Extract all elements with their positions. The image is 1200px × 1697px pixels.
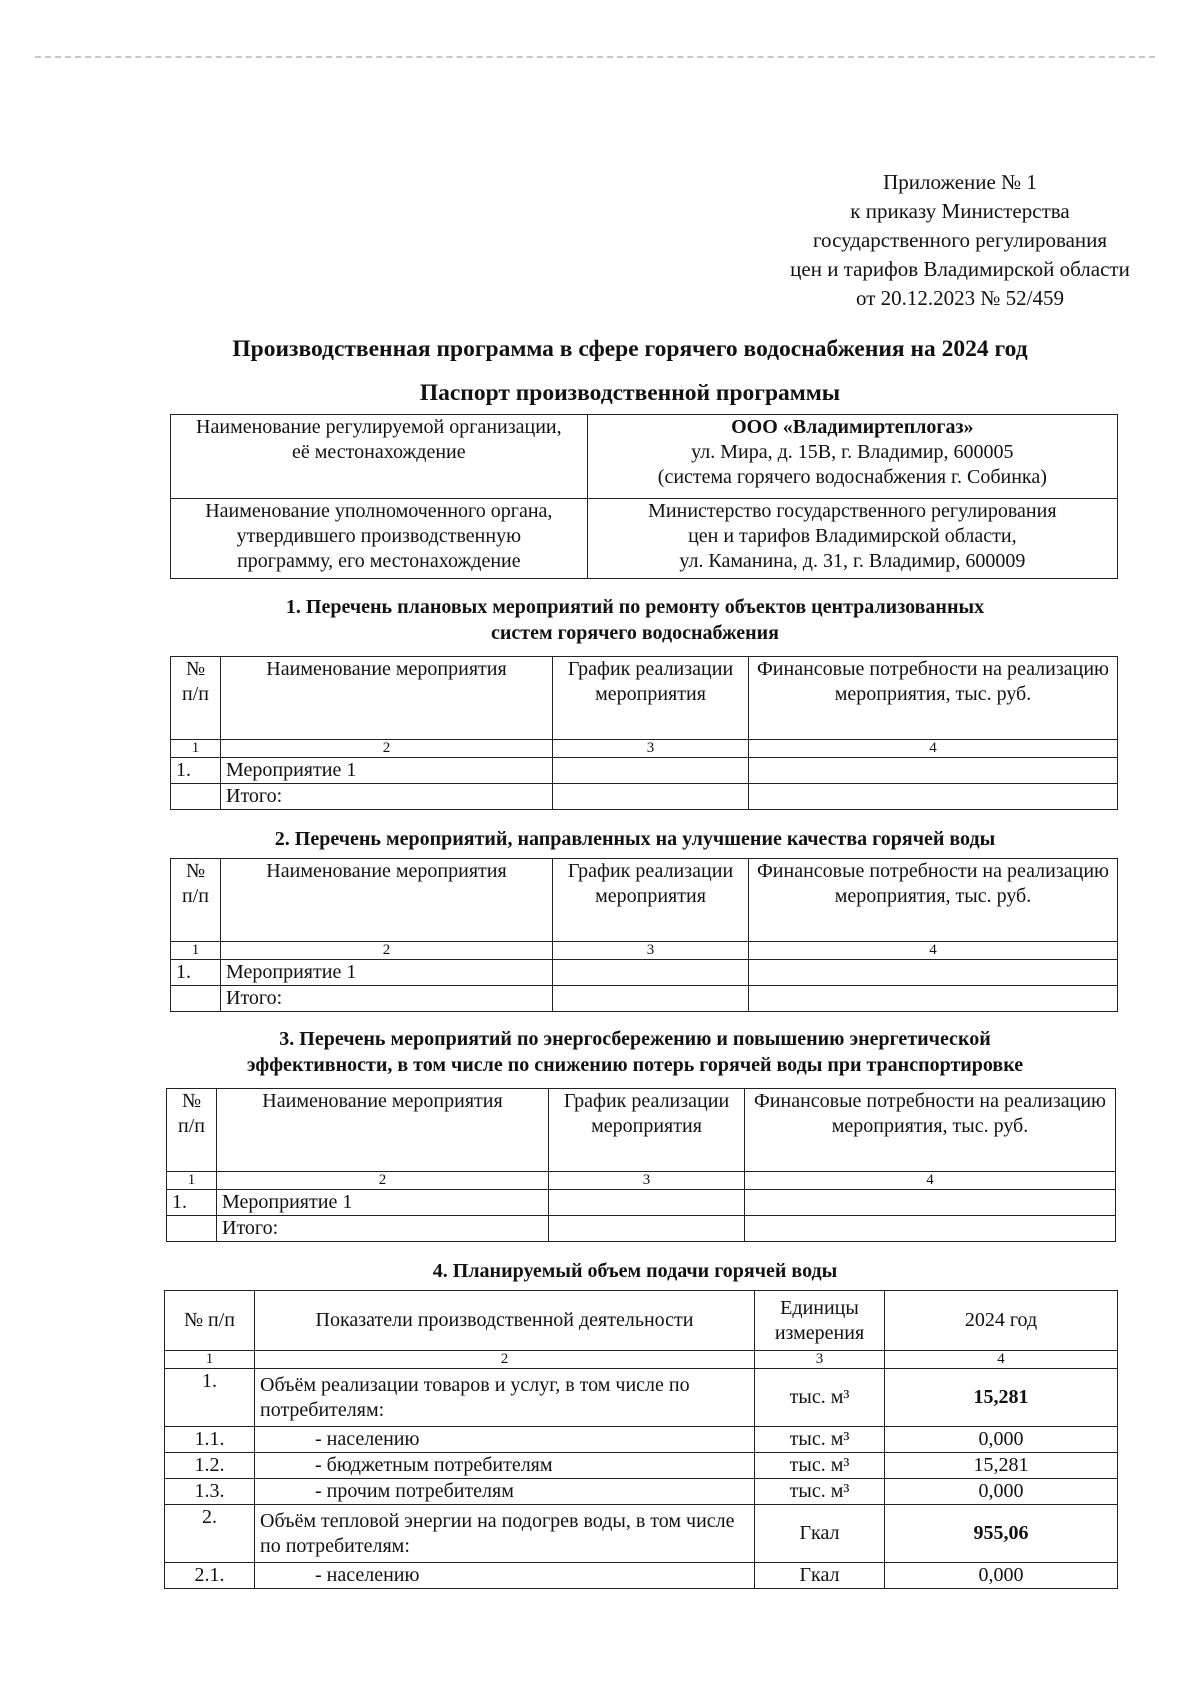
column-number-row: [165, 1351, 1118, 1369]
header-row: [165, 1291, 1118, 1351]
row-number: 2.1.: [165, 1563, 255, 1589]
total-label: Итого:: [221, 986, 553, 1012]
table-row: [165, 1453, 1118, 1479]
passport-value-line: ул. Каманина, д. 31, г. Владимир, 600009: [679, 550, 1026, 572]
col-number: 3: [755, 1351, 885, 1369]
value-cell: 0,000: [885, 1427, 1118, 1453]
col-header: № п/п: [171, 657, 221, 740]
passport-label-cell: [171, 415, 588, 499]
column-number-row: [167, 1172, 1116, 1190]
row-number: 1.: [167, 1190, 217, 1216]
col-header: № п/п: [171, 859, 221, 942]
row-number: 1.: [171, 758, 221, 784]
finance-cell: [749, 784, 1118, 810]
unit-cell: тыс. м³: [755, 1369, 885, 1427]
passport-label-line: Наименование регулируемой организации,: [196, 416, 562, 438]
section-1-table: [170, 656, 1118, 810]
table-row: [165, 1505, 1118, 1563]
section-3-table: [166, 1088, 1116, 1242]
value-cell: 15,281: [885, 1369, 1118, 1427]
col-header: № п/п: [165, 1291, 255, 1351]
volume-table: [164, 1290, 1118, 1589]
col-number: 2: [255, 1351, 755, 1369]
section-1-title: [160, 594, 1110, 646]
indicator-name: - бюджетным потребителям: [255, 1453, 755, 1479]
col-number: 2: [221, 740, 553, 758]
row-number: 1.: [165, 1369, 255, 1427]
table-row: [167, 1216, 1116, 1242]
section-2-table: [170, 858, 1118, 1012]
schedule-cell: [553, 758, 749, 784]
total-label: Итого:: [217, 1216, 549, 1242]
finance-cell: [745, 1190, 1116, 1216]
indicator-name: - прочим потребителям: [255, 1479, 755, 1505]
table-row: [167, 1190, 1116, 1216]
measure-name: Мероприятие 1: [221, 960, 553, 986]
finance-cell: [749, 986, 1118, 1012]
col-number: 4: [749, 740, 1118, 758]
passport-value-cell: [587, 499, 1117, 579]
finance-cell: [749, 960, 1118, 986]
passport-label-line: Наименование уполномоченного органа,: [205, 500, 553, 522]
header-row: [171, 859, 1118, 942]
value-cell: 955,06: [885, 1505, 1118, 1563]
section-title-line: эффективности, в том числе по снижению потерь горячей воды при транспортировке: [246, 1054, 1024, 1076]
col-header: График реализации мероприятия: [549, 1089, 745, 1172]
organization-name: ООО «Владимиртеплогаз»: [731, 416, 974, 438]
passport-title: Паспорт производственной программы: [419, 380, 841, 406]
passport-row: [171, 415, 1118, 499]
col-header: График реализации мероприятия: [553, 657, 749, 740]
passport-value-line: Министерство государственного регулирования: [648, 500, 1057, 522]
col-number: 2: [217, 1172, 549, 1190]
table-row: [165, 1479, 1118, 1505]
section-title-line: 2. Перечень мероприятий, направленных на улучшение качества горячей воды: [274, 828, 996, 850]
section-4-title: [160, 1258, 1110, 1284]
row-number: [171, 986, 221, 1012]
appendix-block: [700, 168, 1200, 313]
section-3-title: [160, 1026, 1110, 1078]
unit-cell: тыс. м³: [755, 1479, 885, 1505]
col-header: Единицы измерения: [755, 1291, 885, 1351]
passport-table: [170, 414, 1118, 579]
indicator-name: Объём реализации товаров и услуг, в том числе по потребителям:: [255, 1369, 755, 1427]
appendix-line: от 20.12.2023 № 52/459: [855, 286, 1065, 310]
schedule-cell: [549, 1216, 745, 1242]
finance-cell: [745, 1216, 1116, 1242]
col-header: Наименование мероприятия: [221, 859, 553, 942]
scan-artifact-line: [35, 56, 1155, 58]
row-number: 2.: [165, 1505, 255, 1563]
col-header: Финансовые потребности на реализацию мероприятия, тыс. руб.: [749, 859, 1118, 942]
col-number: 3: [553, 942, 749, 960]
row-number: [167, 1216, 217, 1242]
passport-label-line: программу, его местонахождение: [237, 550, 521, 572]
indicator-name: - населению: [255, 1563, 755, 1589]
unit-cell: тыс. м³: [755, 1453, 885, 1479]
header-row: [171, 657, 1118, 740]
col-number: 4: [745, 1172, 1116, 1190]
table-row: [171, 758, 1118, 784]
col-header: Финансовые потребности на реализацию мероприятия, тыс. руб.: [745, 1089, 1116, 1172]
schedule-cell: [549, 1190, 745, 1216]
col-number: 3: [549, 1172, 745, 1190]
section-title-line: систем горячего водоснабжения: [491, 622, 779, 644]
passport-row: [171, 499, 1118, 579]
table-row: [165, 1563, 1118, 1589]
passport-label-line: утвердившего производственную: [236, 525, 522, 547]
col-header: Наименование мероприятия: [221, 657, 553, 740]
row-number: 1.: [171, 960, 221, 986]
schedule-cell: [553, 986, 749, 1012]
passport-value-cell: [587, 415, 1117, 499]
col-header: № п/п: [167, 1089, 217, 1172]
col-header: 2024 год: [885, 1291, 1118, 1351]
header-row: [167, 1089, 1116, 1172]
appendix-line: Приложение № 1: [883, 170, 1037, 194]
passport-value-line: ул. Мира, д. 15В, г. Владимир, 600005: [691, 441, 1014, 463]
value-cell: 0,000: [885, 1563, 1118, 1589]
col-header: Финансовые потребности на реализацию мероприятия, тыс. руб.: [749, 657, 1118, 740]
appendix-line: к приказу Министерства: [850, 199, 1070, 223]
section-title-line: 4. Планируемый объем подачи горячей воды: [432, 1260, 838, 1282]
indicator-name: Объём тепловой энергии на подогрев воды, в том числе по потребителям:: [255, 1505, 755, 1563]
col-number: 1: [171, 942, 221, 960]
passport-value-line: (система горячего водоснабжения г. Собинка): [657, 466, 1047, 488]
schedule-cell: [553, 960, 749, 986]
finance-cell: [749, 758, 1118, 784]
value-cell: 15,281: [885, 1453, 1118, 1479]
appendix-line: государственного регулирования: [812, 228, 1108, 252]
document-title: Производственная программа в сфере горячего водоснабжения на 2024 год: [232, 336, 1028, 362]
total-label: Итого:: [221, 784, 553, 810]
schedule-cell: [553, 784, 749, 810]
col-number: 3: [553, 740, 749, 758]
column-number-row: [171, 942, 1118, 960]
appendix-line: цен и тарифов Владимирской области: [790, 257, 1130, 281]
section-2-title: [160, 826, 1110, 852]
section-title-line: 3. Перечень мероприятий по энергосбережению и повышению энергетической: [279, 1028, 991, 1050]
row-number: [171, 784, 221, 810]
col-number: 4: [749, 942, 1118, 960]
row-number: 1.2.: [165, 1453, 255, 1479]
col-header: График реализации мероприятия: [553, 859, 749, 942]
table-row: [171, 784, 1118, 810]
column-number-row: [171, 740, 1118, 758]
unit-cell: тыс. м³: [755, 1427, 885, 1453]
table-row: [165, 1369, 1118, 1427]
passport-label-line: её местонахождение: [292, 441, 466, 463]
col-header: Наименование мероприятия: [217, 1089, 549, 1172]
table-row: [165, 1427, 1118, 1453]
table-row: [171, 986, 1118, 1012]
section-title-line: 1. Перечень плановых мероприятий по ремонту объектов централизованных: [285, 596, 985, 618]
row-number: 1.3.: [165, 1479, 255, 1505]
indicator-name: - населению: [255, 1427, 755, 1453]
value-cell: 0,000: [885, 1479, 1118, 1505]
passport-value-line: цен и тарифов Владимирской области,: [688, 525, 1017, 547]
table-row: [171, 960, 1118, 986]
measure-name: Мероприятие 1: [221, 758, 553, 784]
col-number: 1: [171, 740, 221, 758]
col-number: 1: [165, 1351, 255, 1369]
col-number: 2: [221, 942, 553, 960]
col-number: 4: [885, 1351, 1118, 1369]
passport-label-cell: [171, 499, 588, 579]
row-number: 1.1.: [165, 1427, 255, 1453]
unit-cell: Гкал: [755, 1563, 885, 1589]
unit-cell: Гкал: [755, 1505, 885, 1563]
col-header: Показатели производственной деятельности: [255, 1291, 755, 1351]
measure-name: Мероприятие 1: [217, 1190, 549, 1216]
col-number: 1: [167, 1172, 217, 1190]
